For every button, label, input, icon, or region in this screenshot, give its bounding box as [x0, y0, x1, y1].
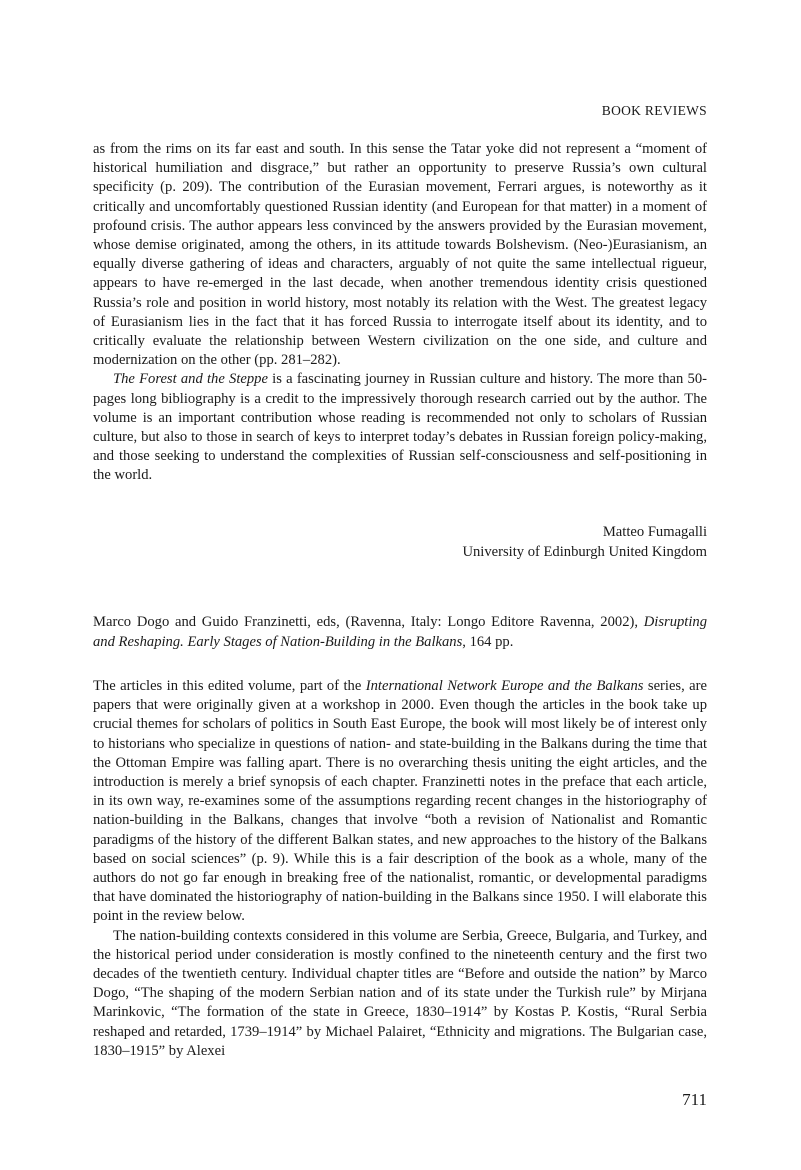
reviewer-affiliation: University of Edinburgh United Kingdom [462, 544, 707, 560]
book-title-italic: The Forest and the Steppe [113, 371, 268, 388]
citation-authors: Marco Dogo and Guido Franzinetti, eds, (Ravenna, Italy: Longo Editore Ravenna, 2002), [93, 614, 638, 630]
reviewer-name: Matteo Fumagalli [602, 524, 707, 540]
reviewer-signature [462, 522, 707, 562]
page-number: 711 [682, 1090, 707, 1109]
review-1-paragraph-2-text: is a fascinating journey in Russian culture and history. The more than 50-pages long bibliography is a credit to the impressively thorough research carried out by the author. The volume is an important contribution whose reading is recommended not only to scholars of Russian culture, but also to those in search of keys to interpret today’s debates in Russian foreign policy-making, and those seeking to understand the complexities of Russian self-consciousness and self-positioning in the world. [93, 371, 707, 484]
review-2-paragraph-2: The nation-building contexts considered in this volume are Serbia, Greece, Bulgaria, and Turkey, and the historical period under consideration is mostly confined to the nineteenth century and the first two decades of the twentieth century. Individual chapter titles are “Before and outside the nation” by Marco Dogo, “The shaping of the modern Serbian nation and of its state under the Turkish rule” by Mirjana Marinkovic, “The formation of the state in Greece, 1830–1914” by Kostas P. Kostis, “Rural Serbia reshaped and retarded, 1739–1914” by Michael Palairet, “Ethnicity and migrations. The Bulgarian case, 1830–1915” by Alexei [93, 927, 707, 1059]
series-title-italic: International Network Europe and the Balkans [365, 678, 644, 694]
review-2-paragraph-1-lead: The articles in this edited volume, part of the [93, 678, 366, 694]
citation-title: Disrupting and Reshaping. Early Stages of Nation-Building in the Balkans [93, 614, 707, 650]
review-1-body [93, 140, 707, 486]
review-2-body [93, 677, 707, 1061]
review-1-paragraph-2 [93, 370, 707, 485]
review-1-paragraph-1: as from the rims on its far east and south. In this sense the Tatar yoke did not represent a “moment of historical humiliation and disgrace,” but rather an opportunity to preserve Russia’s own cultural specificity (p. 209). The contribution of the Eurasian movement, Ferrari argues, is noteworthy as it critically and uncomfortably questioned Russian identity (and European for that matter) in a moment of profound crisis. The author appears less convinced by the answers provided by the Eurasian movement, whose demise originated, among the others, in its attitude towards Bolshevism. (Neo-)Eurasianism, an equally diverse gathering of ideas and characters, arguably of not quite the same intellectual rigueur, appears to have re-emerged in the last decade, when another tremendous identity crisis questioned Russia’s role and position in world history, most notably its relation with the West. The greatest legacy of Eurasianism lies in the fact that it has forced Russia to interrogate itself about its identity, and to critically evaluate the relationship between Western civilization on the one side, and culture and modernization on the other (pp. 281–282). [93, 141, 707, 369]
citation-pages: , 164 pp. [462, 634, 514, 650]
book-citation [93, 612, 707, 652]
review-2-paragraph-1-text: series, are papers that were originally given at a workshop in 2000. Even though the articles in the book take up crucial themes for scholars of politics in South East Europe, the book will most likely be of interest only to historians who specialize in questions of nation- and state-building in the Balkans during the time that the Ottoman Empire was falling apart. There is no overarching thesis uniting the eight articles, and the introduction is merely a brief synopsis of each chapter. Franzinetti notes in the preface that each article, in its own way, re-examines some of the assumptions regarding recent changes in the historiography of nation-building in the Balkans, changes that involve “both a revision of Nationalist and Romantic paradigms of the history of the different Balkan states, and new approaches to the history of the Balkans based on social sciences” (p. 9). While this is a fair description of the book as a whole, many of the authors do not go far enough in breaking free of the nationalist, romantic, or developmental paradigms that have dominated the historiography of nation-building in the Balkans since 1950. I will elaborate this point in the review below. [93, 678, 707, 925]
running-head: BOOK REVIEWS [601, 103, 707, 118]
review-2-paragraph-1 [93, 677, 707, 927]
